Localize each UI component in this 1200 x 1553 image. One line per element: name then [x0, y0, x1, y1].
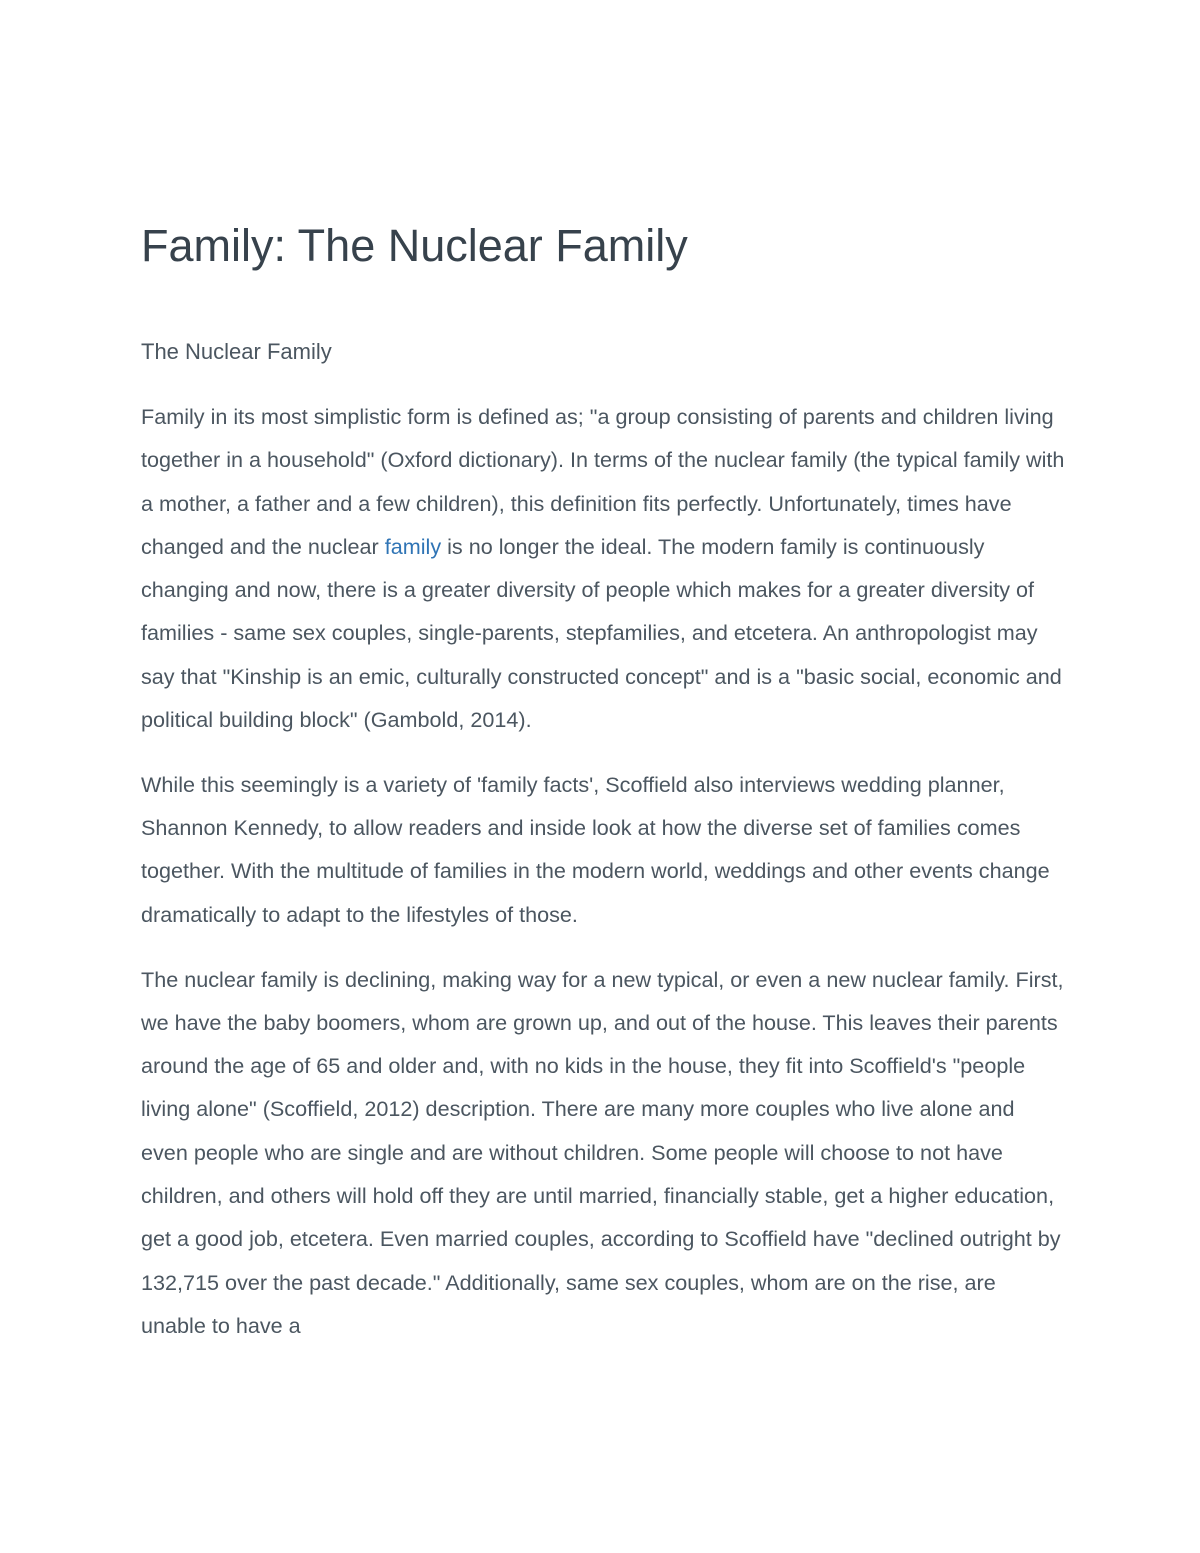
family-link[interactable]: family — [384, 533, 442, 559]
paragraph-definition — [141, 395, 1066, 741]
paragraph-wedding-planner: While this seemingly is a variety of 'family facts', Scoffield also interviews wedding planner, Shannon Kennedy, to allow readers and inside look at how the diverse set of families comes together. With the multitude of families in the modern world, weddings and other events change dramatically to adapt to the lifestyles of those. — [141, 771, 1050, 927]
paragraph-text: Family in its most simplistic form is defined as; "a group consisting of parents and children living together in a household" (Oxford dictionary). In terms of the nuclear family (the typical family with a mother, a father and a few children), this definition fits perfectly. Unfortunately, times have changed and the nuclear — [141, 404, 1065, 559]
paragraph-nuclear-decline: The nuclear family is declining, making way for a new typical, or even a new nuclear family. First, we have the baby boomers, whom are grown up, and out of the house. This leaves their parents around the age of 65 and older and, with no kids in the house, they fit into Scoffield's "people living alone" (Scoffield, 2012) description. There are many more couples who live alone and even people who are single and are without children. Some people will choose to not have children, and others will hold off they are until married, financially stable, get a higher education, get a good job, etcetera. Even married couples, according to Scoffield have "declined outright by 132,715 over the past decade." Additionally, same sex couples, whom are on the rise, are unable to have a — [141, 966, 1064, 1338]
page-title: Family: The Nuclear Family — [141, 220, 688, 271]
document-body — [141, 395, 1066, 1369]
paragraph-text: is no longer the ideal. The modern family is continuously changing and now, there is a greater diversity of people which makes for a greater diversity of families - same sex couples, single-parents, stepfamilies, and etcetera. An anthropologist may say that "Kinship is an emic, culturally constructed concept" and is a "basic social, economic and political building block" (Gambold, 2014). — [141, 533, 1062, 733]
section-subtitle: The Nuclear Family — [141, 339, 332, 364]
